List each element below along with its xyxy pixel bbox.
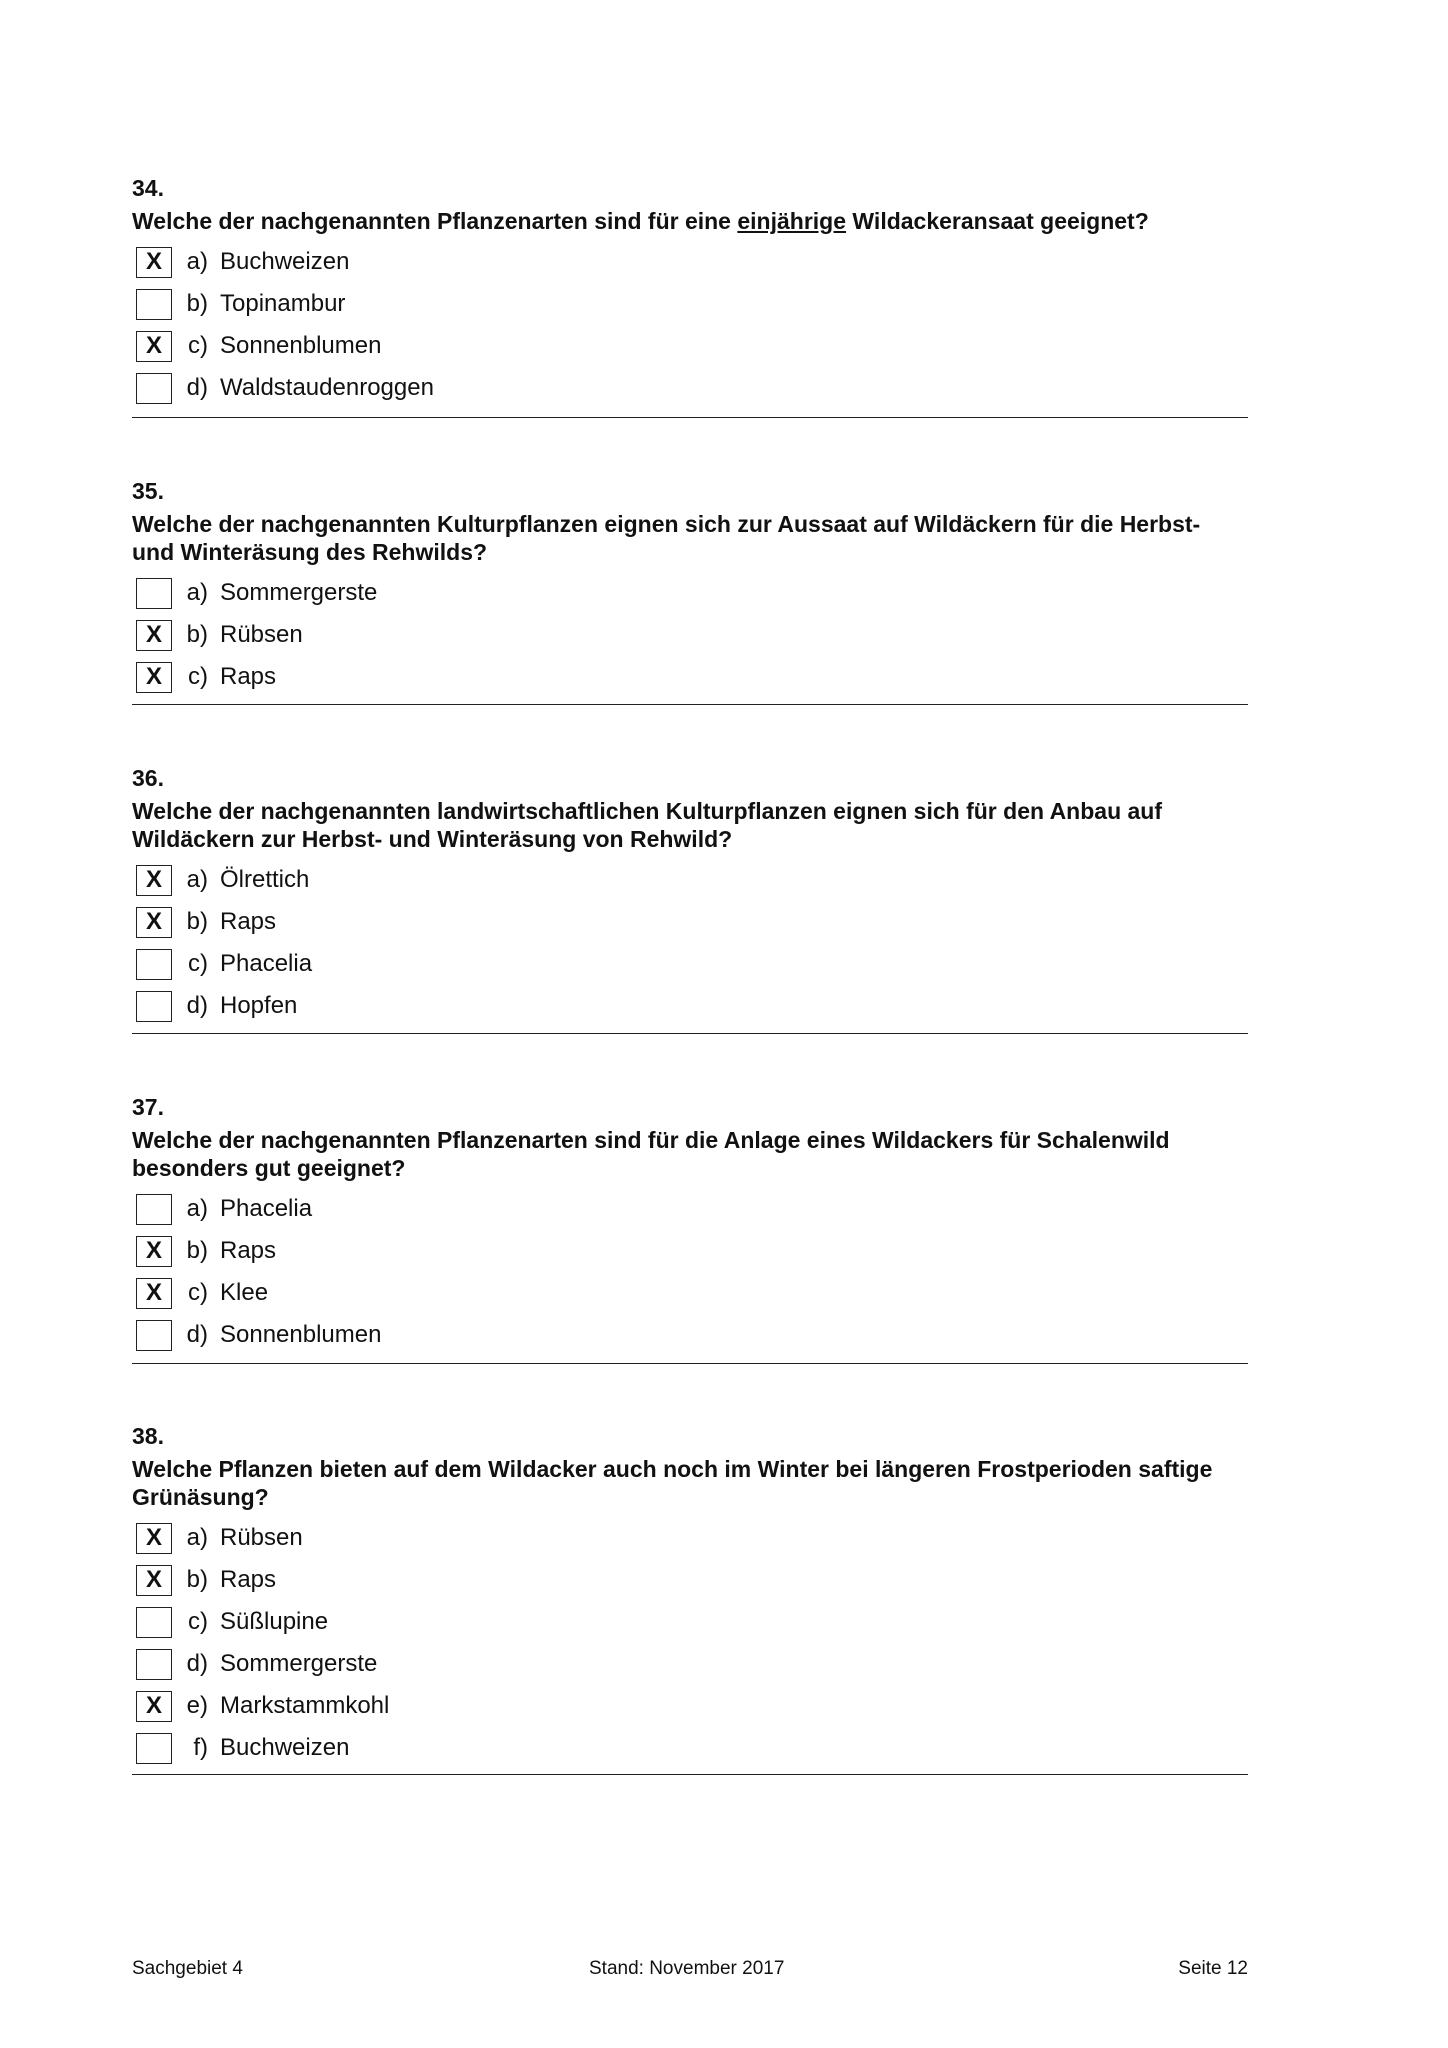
section-divider bbox=[132, 1033, 1248, 1034]
option-letter: a) bbox=[186, 579, 208, 606]
option-text: Buchweizen bbox=[220, 248, 350, 275]
section-divider bbox=[132, 417, 1248, 418]
option-letter: b) bbox=[186, 908, 208, 935]
answer-checkbox[interactable] bbox=[136, 373, 172, 404]
question-number: 35. bbox=[132, 478, 164, 504]
answer-checkbox[interactable]: X bbox=[136, 1691, 172, 1722]
option-text: Sommergerste bbox=[220, 1650, 378, 1677]
answer-options bbox=[132, 241, 1248, 409]
question-text-part: Welche der nachgenannten Pflanzenarten sind für eine bbox=[132, 208, 738, 234]
answer-checkbox[interactable]: X bbox=[136, 1278, 172, 1309]
option-text: Sonnenblumen bbox=[220, 332, 382, 359]
answer-option-a bbox=[132, 1188, 1248, 1230]
answer-option-c bbox=[132, 943, 1248, 985]
section-divider bbox=[132, 1363, 1248, 1364]
answer-checkbox[interactable]: X bbox=[136, 620, 172, 651]
option-text: Sonnenblumen bbox=[220, 1321, 382, 1348]
option-letter: d) bbox=[186, 1650, 208, 1677]
question-text: Welche der nachgenannten Kulturpflanzen eignen sich zur Aussaat auf Wildäckern für die Herbst- und Winteräsung des Rehwilds? bbox=[132, 511, 1201, 565]
option-letter: b) bbox=[186, 290, 208, 317]
option-text: Phacelia bbox=[220, 950, 313, 977]
question-text: Welche der nachgenannten Pflanzenarten sind für die Anlage eines Wildackers für Schalenwild besonders gut geeignet? bbox=[132, 1127, 1170, 1181]
option-letter: d) bbox=[186, 374, 208, 401]
option-letter: a) bbox=[186, 1524, 208, 1551]
answer-checkbox[interactable]: X bbox=[136, 1523, 172, 1554]
option-text: Raps bbox=[220, 1566, 277, 1593]
option-text: Hopfen bbox=[220, 992, 298, 1019]
answer-option-e bbox=[132, 1685, 1248, 1727]
answer-option-b bbox=[132, 283, 1248, 325]
option-text: Topinambur bbox=[220, 290, 346, 317]
answer-checkbox[interactable]: X bbox=[136, 865, 172, 896]
option-letter: c) bbox=[188, 950, 208, 977]
answer-checkbox[interactable]: X bbox=[136, 1236, 172, 1267]
question-text-part: Wildackeransaat geeignet? bbox=[846, 208, 1149, 234]
option-letter: c) bbox=[188, 1279, 208, 1306]
section-divider bbox=[132, 704, 1248, 705]
answer-options bbox=[132, 859, 1248, 1027]
answer-checkbox[interactable]: X bbox=[136, 662, 172, 693]
question-38 bbox=[132, 1418, 1248, 1769]
option-letter: d) bbox=[186, 1321, 208, 1348]
answer-options bbox=[132, 572, 1248, 698]
footer-right: Seite 12 bbox=[1178, 1958, 1248, 1979]
question-34 bbox=[132, 170, 1248, 409]
option-letter: c) bbox=[188, 663, 208, 690]
option-text: Sommergerste bbox=[220, 579, 378, 606]
option-letter: a) bbox=[186, 1195, 208, 1222]
answer-options bbox=[132, 1517, 1248, 1769]
option-letter: f) bbox=[193, 1734, 208, 1761]
answer-option-a bbox=[132, 241, 1248, 283]
answer-checkbox[interactable]: X bbox=[136, 907, 172, 938]
answer-checkbox[interactable] bbox=[136, 1649, 172, 1680]
option-text: Süßlupine bbox=[220, 1608, 329, 1635]
option-text: Rübsen bbox=[220, 621, 303, 648]
option-letter: d) bbox=[186, 992, 208, 1019]
answer-option-b bbox=[132, 901, 1248, 943]
answer-checkbox[interactable] bbox=[136, 949, 172, 980]
question-number: 38. bbox=[132, 1423, 164, 1449]
answer-option-c bbox=[132, 325, 1248, 367]
option-letter: a) bbox=[186, 866, 208, 893]
option-text: Markstammkohl bbox=[220, 1692, 390, 1719]
answer-checkbox[interactable] bbox=[136, 1607, 172, 1638]
option-letter: b) bbox=[186, 1237, 208, 1264]
question-number: 37. bbox=[132, 1094, 164, 1120]
footer-center: Stand: November 2017 bbox=[589, 1958, 785, 1979]
answer-checkbox[interactable] bbox=[136, 1194, 172, 1225]
option-text: Ölrettich bbox=[220, 866, 310, 893]
answer-option-d bbox=[132, 1643, 1248, 1685]
question-number: 36. bbox=[132, 765, 164, 791]
answer-checkbox[interactable]: X bbox=[136, 331, 172, 362]
option-letter: b) bbox=[186, 621, 208, 648]
answer-option-f bbox=[132, 1727, 1248, 1769]
answer-option-c bbox=[132, 1272, 1248, 1314]
answer-checkbox[interactable] bbox=[136, 1733, 172, 1764]
option-text: Buchweizen bbox=[220, 1734, 350, 1761]
answer-option-d bbox=[132, 985, 1248, 1027]
answer-option-a bbox=[132, 572, 1248, 614]
answer-option-b bbox=[132, 614, 1248, 656]
answer-checkbox[interactable] bbox=[136, 289, 172, 320]
option-letter: b) bbox=[186, 1566, 208, 1593]
option-text: Raps bbox=[220, 1237, 277, 1264]
option-letter: c) bbox=[188, 332, 208, 359]
footer-left: Sachgebiet 4 bbox=[132, 1958, 243, 1979]
answer-options bbox=[132, 1188, 1248, 1356]
answer-checkbox[interactable]: X bbox=[136, 247, 172, 278]
answer-option-d bbox=[132, 1314, 1248, 1356]
answer-option-a bbox=[132, 859, 1248, 901]
question-text: Welche Pflanzen bieten auf dem Wildacker auch noch im Winter bei längeren Frostperioden saftige Grünäsung? bbox=[132, 1456, 1213, 1510]
answer-option-b bbox=[132, 1559, 1248, 1601]
answer-option-a bbox=[132, 1517, 1248, 1559]
answer-option-d bbox=[132, 367, 1248, 409]
answer-checkbox[interactable] bbox=[136, 991, 172, 1022]
option-text: Klee bbox=[220, 1279, 269, 1306]
option-letter: c) bbox=[188, 1608, 208, 1635]
option-text: Waldstaudenroggen bbox=[220, 374, 434, 401]
underlined-word: einjährige bbox=[737, 208, 847, 234]
question-number: 34. bbox=[132, 175, 164, 201]
answer-option-c bbox=[132, 1601, 1248, 1643]
option-text: Phacelia bbox=[220, 1195, 313, 1222]
question-text: Welche der nachgenannten landwirtschaftlichen Kulturpflanzen eignen sich für den Anbau auf Wildäckern zur Herbst- und Winteräsung von Rehwild? bbox=[132, 798, 1163, 852]
answer-option-b bbox=[132, 1230, 1248, 1272]
question-35 bbox=[132, 473, 1248, 698]
section-divider bbox=[132, 1774, 1248, 1775]
question-text bbox=[132, 207, 1248, 235]
option-text: Rübsen bbox=[220, 1524, 303, 1551]
answer-checkbox[interactable]: X bbox=[136, 1565, 172, 1596]
option-letter: a) bbox=[186, 248, 208, 275]
answer-checkbox[interactable] bbox=[136, 1320, 172, 1351]
option-letter: e) bbox=[186, 1692, 208, 1719]
question-36 bbox=[132, 760, 1248, 1027]
question-37 bbox=[132, 1089, 1248, 1356]
answer-checkbox[interactable] bbox=[136, 578, 172, 609]
answer-option-c bbox=[132, 656, 1248, 698]
option-text: Raps bbox=[220, 908, 277, 935]
option-text: Raps bbox=[220, 663, 277, 690]
